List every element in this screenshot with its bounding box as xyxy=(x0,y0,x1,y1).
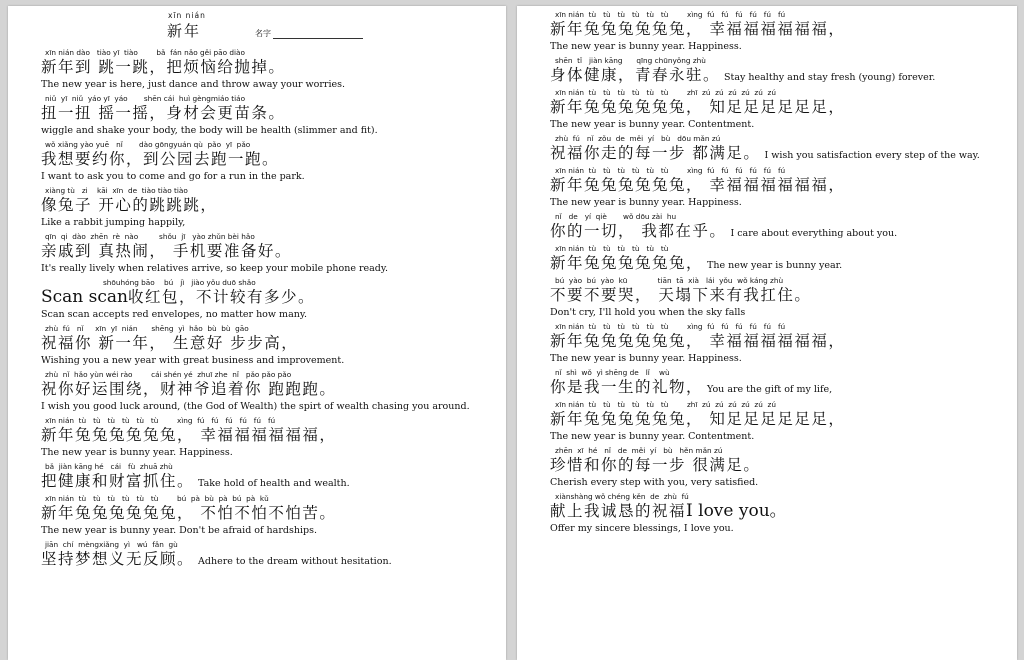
english-translation: Like a rabbit jumping happily, xyxy=(41,217,186,228)
chinese-line xyxy=(41,379,506,400)
chinese-line xyxy=(41,149,506,170)
english-translation: You are the gift of my life, xyxy=(707,384,833,395)
verse-entry xyxy=(550,10,1017,54)
pinyin-line: nǐ shì wǒ yì shēng de lǐ wù xyxy=(555,368,670,377)
chinese-text: 新年到 跳一跳，把烦恼给抛掉。 xyxy=(41,58,286,76)
pinyin-line: wǒ xiǎng yào yuē nǐ dào gōngyuán qù pǎo yī pǎo xyxy=(45,140,251,149)
verse-entry xyxy=(41,48,506,92)
pinyin-line: xīn nián tù tù tù tù tù tù bú pà bù pà bú pà kǔ xyxy=(45,494,269,503)
chinese-line xyxy=(41,471,506,494)
chinese-text: 新年兔兔兔兔兔兔， 知足足足足足足， xyxy=(550,410,846,428)
chinese-line xyxy=(550,253,1017,276)
english-tail: I love you。 xyxy=(686,501,787,521)
chinese-text: 像兔子 开心的跳跳跳， xyxy=(41,196,218,214)
english-translation: I wish you satisfaction every step of the way. xyxy=(764,150,980,161)
verse-entry xyxy=(550,322,1017,366)
chinese-text: 不要不要哭， 天塌下来有我扛住。 xyxy=(550,286,812,304)
chinese-text: 我想要约你，到公园去跑一跑。 xyxy=(41,150,280,168)
english-translation: The new year is bunny year. Happiness. xyxy=(550,41,742,52)
chinese-text: 新年兔兔兔兔兔兔， 幸福福福福福福， xyxy=(550,176,846,194)
verse-entry xyxy=(550,166,1017,210)
chinese-text: 身体健康，青春永驻。 xyxy=(550,66,721,84)
verse-entry xyxy=(41,462,506,494)
pinyin-line: xiànshàng wǒ chéng kěn de zhù fú xyxy=(555,492,689,501)
pinyin-line: zhù fú nǐ xīn yī nián shēng yì hǎo bù bù gāo xyxy=(45,324,249,333)
verse-entry xyxy=(550,276,1017,320)
chinese-text: 珍惜和你的每一步 很满足。 xyxy=(550,456,761,474)
chinese-line xyxy=(550,409,1017,430)
english-translation: I want to ask you to come and go for a run in the park. xyxy=(41,171,305,182)
chinese-line xyxy=(41,503,506,524)
chinese-text: 坚持梦想义无反顾。 xyxy=(41,550,195,568)
name-blank-line xyxy=(273,30,363,39)
english-translation: The new year is bunny year. Happiness. xyxy=(550,197,742,208)
left-page-content xyxy=(41,10,506,660)
english-translation: Offer my sincere blessings, I love you. xyxy=(550,523,734,534)
english-translation: Adhere to the dream without hesitation. xyxy=(198,556,392,567)
english-translation: Scan scan accepts red envelopes, no matter how many. xyxy=(41,309,307,320)
chinese-line xyxy=(550,19,1017,40)
english-translation: Don't cry, I'll hold you when the sky falls xyxy=(550,307,746,318)
chinese-text: 收红包，不计较有多少。 xyxy=(127,288,315,306)
chinese-line xyxy=(550,331,1017,352)
pinyin-line: niǔ yī niǔ yáo yī yáo shēn cái huì gèngmiáo tiáo xyxy=(45,94,246,103)
pinyin-line: jiān chí mèngxiǎng yì wú fǎn gù xyxy=(45,540,178,549)
english-translation: The new year is bunny year. Contentment. xyxy=(550,431,755,442)
verse-entry xyxy=(41,232,506,276)
chinese-line xyxy=(41,57,506,78)
pinyin-line: xīn nián tù tù tù tù tù tù xyxy=(555,244,669,253)
title-block xyxy=(41,10,506,48)
verse-entry xyxy=(41,324,506,368)
verse-entry xyxy=(550,88,1017,132)
chinese-text: 祝福你 新一年， 生意好 步步高， xyxy=(41,334,299,352)
chinese-text: 新年兔兔兔兔兔兔， 幸福福福福福福， xyxy=(550,20,846,38)
pinyin-line: nǐ de yí qiè wǒ dōu zài hu xyxy=(555,212,677,221)
pinyin-line: xīn nián dào tiào yī tiào bǎ fán nǎo gěi pāo diào xyxy=(45,48,245,57)
chinese-line xyxy=(41,549,506,572)
pinyin-line: shōuhóng bāo bú jì jiào yǒu duō shǎo xyxy=(45,278,256,287)
chinese-line xyxy=(41,287,506,308)
left-document-page xyxy=(8,6,506,660)
pinyin-line: shēn tǐ jiàn kāng qīng chūnyǒng zhù xyxy=(555,56,706,65)
english-translation: wiggle and shake your body, the body will be health (slimmer and fit). xyxy=(41,125,378,136)
verse-entry xyxy=(550,56,1017,88)
chinese-text: 扭一扭 摇一摇，身材会更苗条。 xyxy=(41,104,286,122)
chinese-line xyxy=(550,97,1017,118)
pinyin-line: xīn nián tù tù tù tù tù tù xìng fú fú fú fú fú fú xyxy=(555,10,786,19)
chinese-line xyxy=(550,175,1017,196)
verse-entry xyxy=(550,368,1017,400)
english-translation: Stay healthy and stay fresh (young) forever. xyxy=(724,72,936,83)
chinese-line xyxy=(550,65,1017,88)
chinese-text: 亲戚到 真热闹， 手机要准备好。 xyxy=(41,242,292,260)
chinese-line xyxy=(41,103,506,124)
chinese-text: 新年兔兔兔兔兔兔， 知足足足足足足， xyxy=(550,98,846,116)
title-pinyin: xīn nián xyxy=(168,11,206,20)
chinese-text: 献上我诚恳的祝福 xyxy=(550,502,687,520)
right-verses xyxy=(550,10,1017,536)
pinyin-line: qīn qi dào zhēn rè nào shǒu jī yào zhǔn bèi hǎo xyxy=(45,232,255,241)
pinyin-line: xiàng tù zi kāi xīn de tiào tiào tiào xyxy=(45,186,188,195)
verse-entry xyxy=(550,446,1017,490)
chinese-text: 新年兔兔兔兔兔兔， 幸福福福福福福， xyxy=(550,332,846,350)
verse-entry xyxy=(550,492,1017,536)
scan-word: Scan scan xyxy=(41,287,128,307)
english-translation: The new year is bunny year. Happiness. xyxy=(550,353,742,364)
english-translation: Wishing you a new year with great business and improvement. xyxy=(41,355,345,366)
chinese-text: 把健康和财富抓住。 xyxy=(41,472,195,490)
verse-entry xyxy=(550,400,1017,444)
verse-entry xyxy=(41,370,506,414)
pinyin-line: xīn nián tù tù tù tù tù tù xìng fú fú fú fú fú fú xyxy=(45,416,276,425)
verse-entry xyxy=(41,278,506,322)
chinese-line xyxy=(41,241,506,262)
chinese-line xyxy=(41,425,506,446)
verse-entry xyxy=(550,212,1017,244)
pinyin-line: bǎ jiàn kāng hé cái fù zhuā zhù xyxy=(45,462,173,471)
chinese-text: 你是我一生的礼物， xyxy=(550,378,704,396)
verse-entry xyxy=(41,540,506,572)
english-translation: I care about everything about you. xyxy=(730,228,898,239)
english-translation: It's really lively when relatives arrive, so keep your mobile phone ready. xyxy=(41,263,389,274)
chinese-text: 新年兔兔兔兔兔兔， xyxy=(550,254,704,272)
chinese-line xyxy=(550,143,1017,166)
pinyin-line: zhù nǐ hǎo yùn wéi rào cái shén yé zhuī zhe nǐ pǎo pǎo pǎo xyxy=(45,370,292,379)
verse-entry xyxy=(41,494,506,538)
chinese-line xyxy=(550,455,1017,476)
pinyin-line: xīn nián tù tù tù tù tù tù zhī zú zú zú zú zú zú xyxy=(555,88,776,97)
verse-entry xyxy=(41,416,506,460)
chinese-line xyxy=(41,195,506,216)
left-verses xyxy=(41,48,506,572)
english-translation: The new year is bunny year. Don't be afraid of hardships. xyxy=(41,525,317,536)
chinese-text: 祝福你走的每一步 都满足。 xyxy=(550,144,761,162)
verse-entry xyxy=(550,244,1017,276)
english-translation: The new year is here, just dance and throw away your worries. xyxy=(41,79,346,90)
chinese-text: 你的一切， 我都在乎。 xyxy=(550,222,727,240)
chinese-line xyxy=(41,333,506,354)
english-translation: I wish you good luck around, (the God of Wealth) the spirt of wealth chasing you around. xyxy=(41,401,470,412)
verse-entry xyxy=(41,186,506,230)
chinese-line xyxy=(550,501,1017,522)
english-translation: Cherish every step with you, very satisfied. xyxy=(550,477,759,488)
name-label: 名字 xyxy=(255,29,271,38)
chinese-line xyxy=(550,221,1017,244)
chinese-text: 祝你好运围绕，财神爷追着你 跑跑跑。 xyxy=(41,380,337,398)
english-translation: Take hold of health and wealth. xyxy=(198,478,350,489)
pinyin-line: zhēn xī hé nǐ de měi yí bù hěn mǎn zú xyxy=(555,446,723,455)
pinyin-line: bú yào bú yào kū tiān tā xià lái yǒu wǒ káng zhù xyxy=(555,276,784,285)
right-page-content xyxy=(550,10,1017,660)
name-field xyxy=(255,28,363,39)
english-translation: The new year is bunny year. xyxy=(707,260,843,271)
chinese-text: 新年兔兔兔兔兔兔， 幸福福福福福福， xyxy=(41,426,337,444)
chinese-text: 新年兔兔兔兔兔兔， 不怕不怕不怕苦。 xyxy=(41,504,337,522)
verse-entry xyxy=(41,94,506,138)
verse-entry xyxy=(41,140,506,184)
pinyin-line: xīn nián tù tù tù tù tù tù xìng fú fú fú fú fú fú xyxy=(555,166,786,175)
page-title: 新年 xyxy=(167,22,202,40)
english-translation: The new year is bunny year. Happiness. xyxy=(41,447,233,458)
pinyin-line: xīn nián tù tù tù tù tù tù xìng fú fú fú fú fú fú xyxy=(555,322,786,331)
pinyin-line: zhù fú nǐ zǒu de měi yí bù dōu mǎn zú xyxy=(555,134,721,143)
right-document-page xyxy=(517,6,1017,660)
chinese-line xyxy=(550,377,1017,400)
pinyin-line: xīn nián tù tù tù tù tù tù zhī zú zú zú zú zú zú xyxy=(555,400,776,409)
verse-entry xyxy=(550,134,1017,166)
english-translation: The new year is bunny year. Contentment. xyxy=(550,119,755,130)
chinese-line xyxy=(550,285,1017,306)
